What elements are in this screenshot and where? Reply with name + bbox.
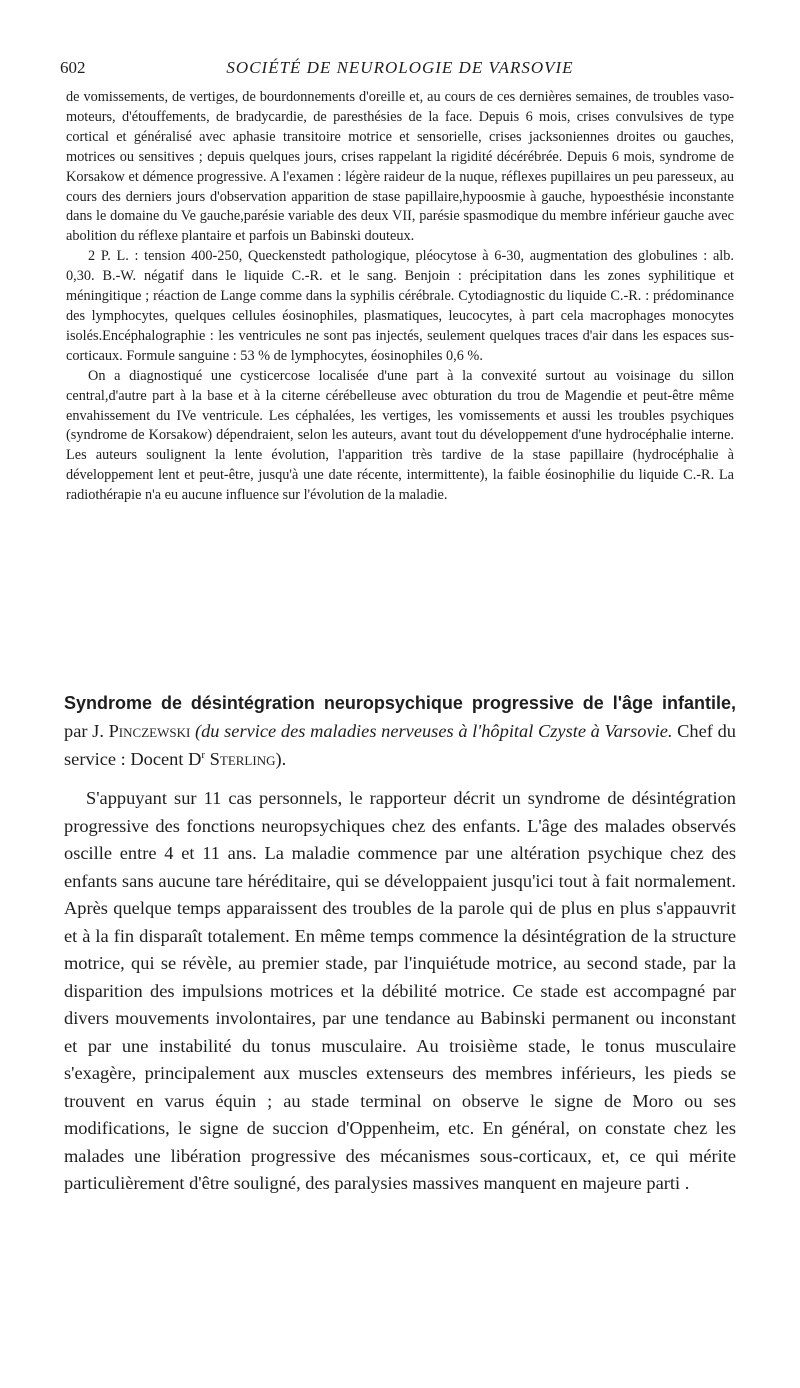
page-number: 602 <box>60 58 86 77</box>
chief-title-sup: r <box>201 748 206 761</box>
previous-case-report <box>66 88 734 506</box>
chief-prefix: Chef du service : Docent D <box>64 721 736 769</box>
article-par: par <box>64 721 88 741</box>
article-heading <box>64 689 736 773</box>
article-body: S'appuyant sur 11 cas personnels, le rapporteur décrit un syndrome de désintégration progressive des fonctions neuropsychiques chez des enfants. L'âge des malades observés oscille entre 4 et 11 ans. La maladie commence par une altération psychique chez des enfants sans aucune tare héréditaire, qui se développaient jusqu'ici tout à fait normalement. Après quelque temps apparaissent des troubles de la parole qui de plus en plus s'appauvrit et à la fin disparaît totalement. En même temps commence la désintégration de la structure motrice, qui se révèle, au premier stade, par l'inquiétude motrice, au second stade, par la disparition des impulsions motrices et la débilité motrice. Ce stade est accompagné par divers mouvements involontaires, par une tendance au Babinski permanent ou inconstant et par une instabilité du tonus musculaire. Au troisième stade, le tonus musculaire s'exagère, principalement aux muscles extenseurs des membres inférieurs, les pieds se trouvent en varus équin ; au stade terminal on observe le signe de Moro ou ses modifications, le signe de succion d'Oppenheim, etc. En général, on constate chez les malades une libération progressive des mécanismes sous-corticaux, et, ce qui mérite particulièrement d'être souligné, des paralysies massives manquent en majeure parti . <box>64 788 736 1193</box>
article-author: J. Pinczewski <box>92 721 191 741</box>
case-paragraph-2: 2 P. L. : tension 400-250, Queckenstedt pathologique, pléocytose à 6-30, augmentation des globulines : alb. 0,30. B.-W. négatif dans le liquide C.-R. et le sang. Benjoin : précipitation dans les zones syphilitique et méningitique ; réaction de Lange comme dans la syphilis cérébrale. Cytodiagnostic du liquide C.-R. : prédominance des lymphocytes, quelques cellules éosinophiles, plasmatiques, leucocytes, à part cela macrophages monocytes isolés.Encéphalographie : les ventricules ne sont pas injectés, seulement quelques traces d'air dans les espaces sus-corticaux. Formule sanguine : 53 % de lymphocytes, éosinophiles 0,6 %. <box>66 248 734 364</box>
case-paragraph-3: On a diagnostiqué une cysticercose localisée d'une part à la convexité surtout au voisinage du sillon central,d'autre part à la base et à la citerne cérébelleuse avec obturation du trou de Magendie et peut-être même envahissement du IVe ventricule. Les céphalées, les vertiges, les vomissements et aussi les troubles psychiques (syndrome de Korsakow) dépendraient, selon les auteurs, avant tout du développement d'une hydrocéphalie interne. Les auteurs soulignent la lente évolution, l'apparition très tardive de la stase papillaire (hydrocéphalie à développement lent et peut-être, jusqu'à une date récente, intermittente), la faible éosinophilie du liquide C.-R. La radiothérapie n'a eu aucune influence sur l'évolution de la maladie. <box>66 367 734 504</box>
journal-title: SOCIÉTÉ DE NEUROLOGIE DE VARSOVIE <box>226 58 574 77</box>
article <box>64 689 736 1198</box>
case-paragraph-1: de vomissements, de vertiges, de bourdonnements d'oreille et, au cours de ces dernières semaines, de troubles vaso-moteurs, d'étouffements, de bradycardie, de paresthésies de la face. Depuis 6 mois, crises convulsives de type cortical et généralisé avec aphasie transitoire motrice et sensorielle, crises jacksoniennes droites ou gauches, motrices ou sensitives ; depuis quelques jours, crises rappelant la rigidité décérébrée. Depuis 6 mois, syndrome de Korsakow et démence progressive. A l'examen : légère raideur de la nuque, réflexes pupillaires un peu paresseux, au cours des derniers jours d'observation apparition de stase papillaire,hypoosmie à gauche, hypoesthésie inconstante dans le domaine du Ve gauche,parésie variable des deux VII, parésie spasmodique du membre inférieur gauche avec abolition du réflexe plantaire et parfois un Babinski douteux. <box>66 89 734 245</box>
chief-suffix: ). <box>275 749 287 769</box>
article-title: Syndrome de désintégration neuropsychique progressive de l'âge infantile, <box>64 693 736 713</box>
running-head <box>60 58 740 80</box>
article-affiliation: (du service des maladies nerveuses à l'hôpital Czyste à Varsovie. <box>194 721 673 741</box>
chief-name: Sterling <box>209 749 276 769</box>
